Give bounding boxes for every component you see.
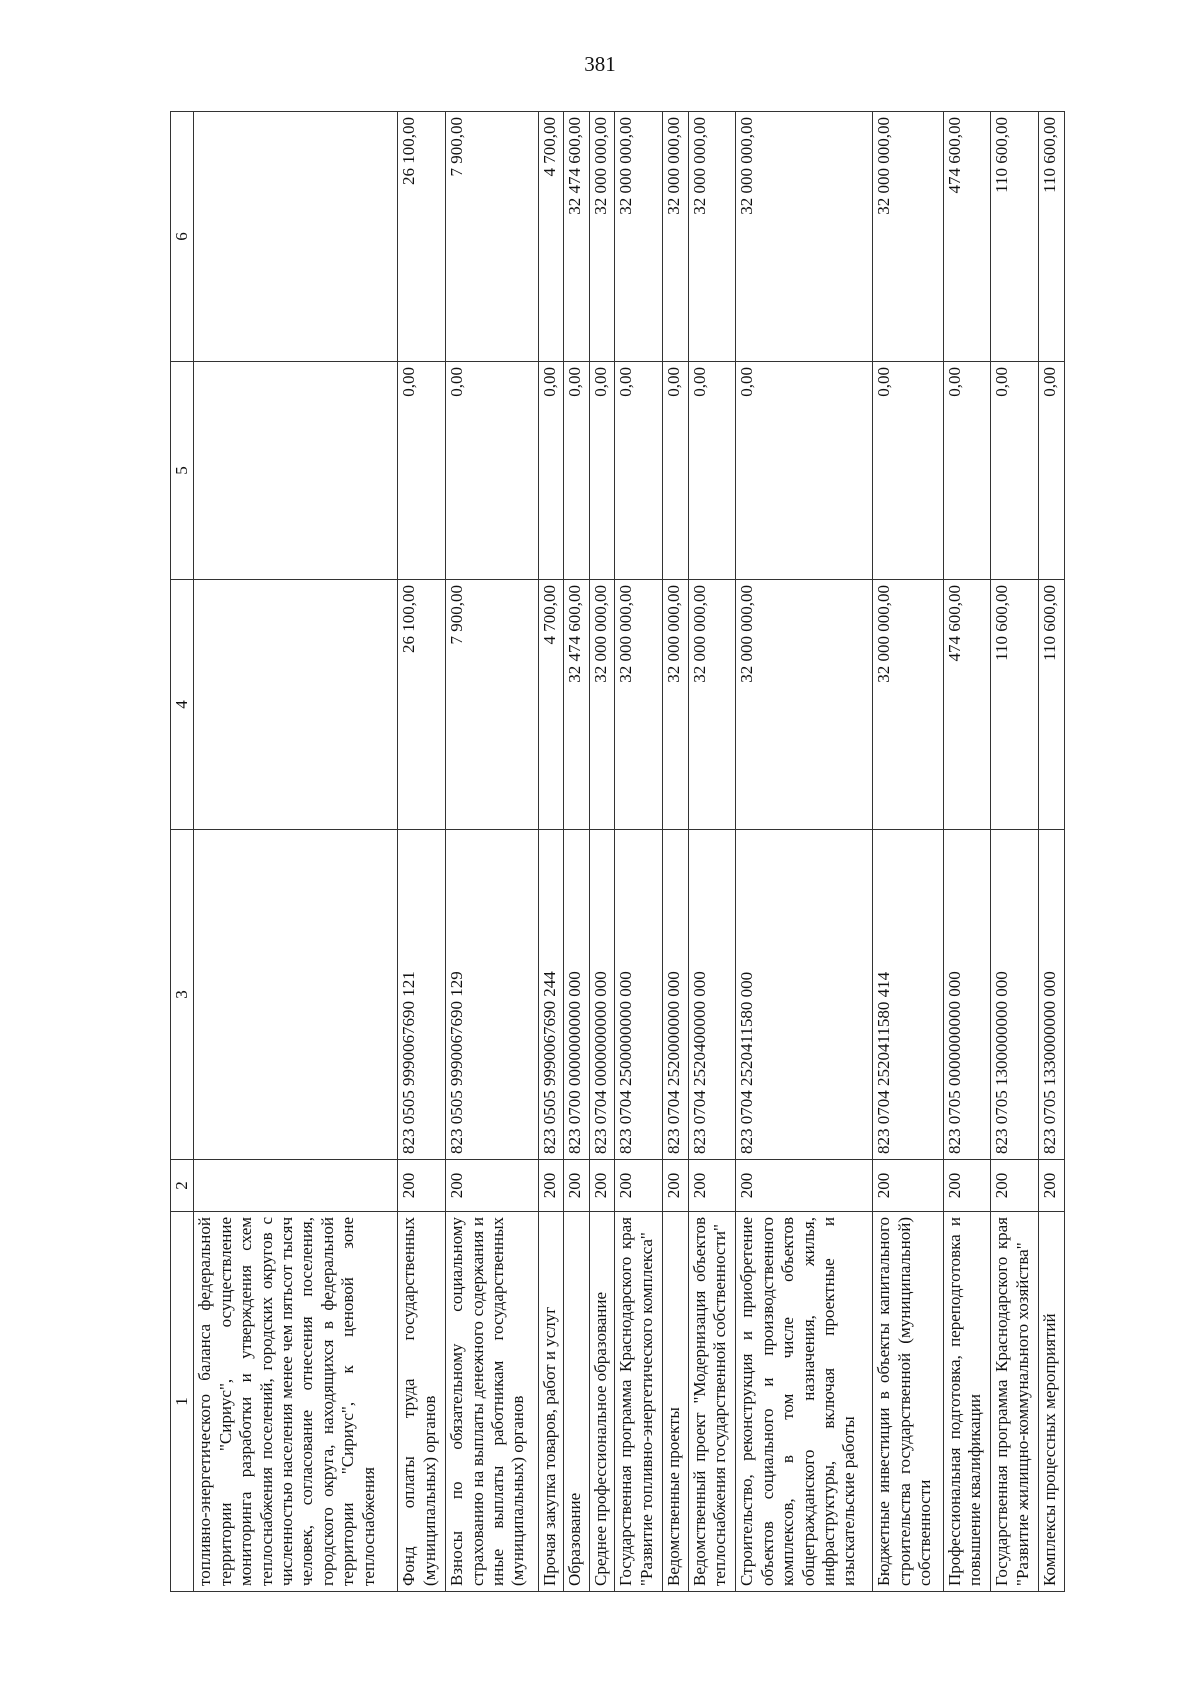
row-col5-cell: 0,00 [991, 362, 1039, 580]
table-row [688, 112, 736, 1592]
row-col5-cell: 0,00 [615, 362, 663, 580]
table-row [564, 112, 590, 1592]
row-col6-cell: 32 000 000,00 [736, 112, 873, 362]
row-col2-cell: 200 [446, 1160, 538, 1212]
table-row [736, 112, 873, 1592]
row-col4-cell: 32 474 600,00 [564, 580, 590, 830]
row-col6-cell: 110 600,00 [1039, 112, 1065, 362]
row-code-cell: 823 0704 0000000000 000 [589, 830, 615, 1160]
rotated-table-container [170, 112, 1065, 1592]
row-col2-cell: 200 [589, 1160, 615, 1212]
row-col6-cell: 7 900,00 [446, 112, 538, 362]
row-col4-cell: 32 000 000,00 [688, 580, 736, 830]
row-col2-cell: 200 [736, 1160, 873, 1212]
row-col5-cell: 0,00 [398, 362, 446, 580]
row-col2-cell [194, 1160, 398, 1212]
row-code-cell: 823 0704 2520411580 414 [873, 830, 943, 1160]
table-row [194, 112, 398, 1592]
row-col6-cell: 32 000 000,00 [589, 112, 615, 362]
row-code-cell: 823 0705 1330000000 000 [1039, 830, 1065, 1160]
row-name-cell: Образование [564, 1212, 590, 1592]
table-row [663, 112, 689, 1592]
table-row [873, 112, 943, 1592]
row-col5-cell: 0,00 [538, 362, 564, 580]
row-col5-cell: 0,00 [943, 362, 991, 580]
row-name-cell: Профессиональная подготовка, переподготовка и повышение квалификации [943, 1212, 991, 1592]
row-col2-cell: 200 [615, 1160, 663, 1212]
row-code-cell: 823 0704 2500000000 000 [615, 830, 663, 1160]
row-col2-cell: 200 [873, 1160, 943, 1212]
row-col5-cell: 0,00 [589, 362, 615, 580]
row-col4-cell: 7 900,00 [446, 580, 538, 830]
row-name-cell: Государственная программа Краснодарского края "Развитие жилищно-коммунального хозяйства" [991, 1212, 1039, 1592]
row-col6-cell: 32 000 000,00 [688, 112, 736, 362]
row-name-cell: Фонд оплаты труда государственных (муниципальных) органов [398, 1212, 446, 1592]
row-col5-cell: 0,00 [736, 362, 873, 580]
row-col6-cell: 32 000 000,00 [663, 112, 689, 362]
row-col6-cell [194, 112, 398, 362]
header-cell: 5 [171, 362, 194, 580]
row-col4-cell: 32 000 000,00 [589, 580, 615, 830]
row-col2-cell: 200 [538, 1160, 564, 1212]
row-col4-cell: 4 700,00 [538, 580, 564, 830]
row-col2-cell: 200 [398, 1160, 446, 1212]
row-col4-cell [194, 580, 398, 830]
row-code-cell: 823 0505 9990067690 129 [446, 830, 538, 1160]
row-name-cell: Строительство, реконструкция и приобретение объектов социального и производственного комплексов, в том числе объектов общегражданского назначения, жилья, инфраструктуры, включая проектные и изыскательские работы [736, 1212, 873, 1592]
row-col6-cell: 26 100,00 [398, 112, 446, 362]
row-col6-cell: 110 600,00 [991, 112, 1039, 362]
row-name-cell: Ведомственный проект "Модернизация объектов теплоснабжения государственной собственности" [688, 1212, 736, 1592]
table-row [1039, 112, 1065, 1592]
table-row [398, 112, 446, 1592]
header-cell: 4 [171, 580, 194, 830]
row-col4-cell: 32 000 000,00 [873, 580, 943, 830]
row-code-cell: 823 0704 2520400000 000 [688, 830, 736, 1160]
row-col2-cell: 200 [688, 1160, 736, 1212]
header-cell: 3 [171, 830, 194, 1160]
row-name-cell: Комплексы процессных мероприятий [1039, 1212, 1065, 1592]
row-col6-cell: 32 000 000,00 [873, 112, 943, 362]
row-col2-cell: 200 [1039, 1160, 1065, 1212]
row-col5-cell: 0,00 [564, 362, 590, 580]
row-col5-cell: 0,00 [1039, 362, 1065, 580]
header-cell: 6 [171, 112, 194, 362]
row-name-cell: Государственная программа Краснодарского края "Развитие топливно-энергетического комплекса" [615, 1212, 663, 1592]
row-col6-cell: 32 474 600,00 [564, 112, 590, 362]
row-name-cell: Взносы по обязательному социальному страхованию на выплаты денежного содержания и иные выплаты работникам государственных (муниципальных) органов [446, 1212, 538, 1592]
row-col4-cell: 32 000 000,00 [663, 580, 689, 830]
row-name-cell: Ведомственные проекты [663, 1212, 689, 1592]
row-col4-cell: 110 600,00 [991, 580, 1039, 830]
row-code-cell: 823 0505 9990067690 121 [398, 830, 446, 1160]
header-cell: 2 [171, 1160, 194, 1212]
row-name-cell: Среднее профессиональное образование [589, 1212, 615, 1592]
row-col4-cell: 110 600,00 [1039, 580, 1065, 830]
row-col6-cell: 32 000 000,00 [615, 112, 663, 362]
row-col2-cell: 200 [943, 1160, 991, 1212]
row-code-cell [194, 830, 398, 1160]
row-col4-cell: 474 600,00 [943, 580, 991, 830]
row-col4-cell: 26 100,00 [398, 580, 446, 830]
row-col5-cell: 0,00 [688, 362, 736, 580]
row-code-cell: 823 0705 1300000000 000 [991, 830, 1039, 1160]
row-code-cell: 823 0700 0000000000 000 [564, 830, 590, 1160]
row-name-cell: Бюджетные инвестиции в объекты капитального строительства государственной (муниципальной) собственности [873, 1212, 943, 1592]
table-row [991, 112, 1039, 1592]
table-row [446, 112, 538, 1592]
row-col2-cell: 200 [564, 1160, 590, 1212]
table-row [538, 112, 564, 1592]
budget-table [170, 111, 1065, 1592]
row-code-cell: 823 0705 0000000000 000 [943, 830, 991, 1160]
row-col5-cell: 0,00 [663, 362, 689, 580]
row-col2-cell: 200 [663, 1160, 689, 1212]
table-header-row [171, 112, 194, 1592]
row-col2-cell: 200 [991, 1160, 1039, 1212]
header-cell: 1 [171, 1212, 194, 1592]
table-row [615, 112, 663, 1592]
row-col5-cell [194, 362, 398, 580]
row-name-cell: топливно-энергетического баланса федеральной территории "Сириус", осуществление мониторинга разработки и утверждения схем теплоснабжения поселений, городских округов с численностью населения менее чем пятьсот тысяч человек, согласование отнесения поселения, городского округа, находящихся в федеральной территории "Сириус", к ценовой зоне теплоснабжения [194, 1212, 398, 1592]
row-col6-cell: 4 700,00 [538, 112, 564, 362]
row-col5-cell: 0,00 [446, 362, 538, 580]
table-row [589, 112, 615, 1592]
row-col6-cell: 474 600,00 [943, 112, 991, 362]
row-code-cell: 823 0505 9990067690 244 [538, 830, 564, 1160]
row-code-cell: 823 0704 2520411580 000 [736, 830, 873, 1160]
row-name-cell: Прочая закупка товаров, работ и услуг [538, 1212, 564, 1592]
table-row [943, 112, 991, 1592]
page-number: 381 [584, 52, 616, 76]
row-col5-cell: 0,00 [873, 362, 943, 580]
row-col4-cell: 32 000 000,00 [736, 580, 873, 830]
row-code-cell: 823 0704 2520000000 000 [663, 830, 689, 1160]
row-col4-cell: 32 000 000,00 [615, 580, 663, 830]
